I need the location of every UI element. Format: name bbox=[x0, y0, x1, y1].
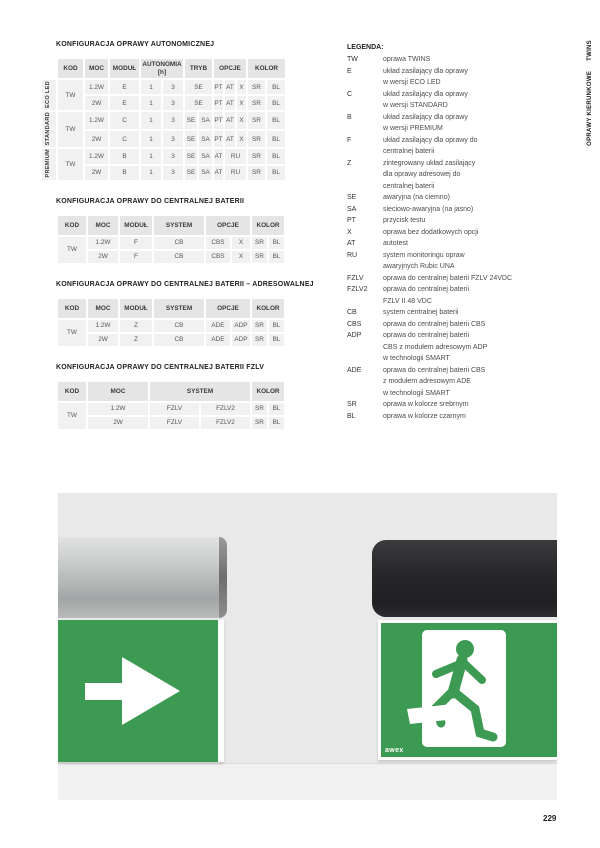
legend-entry bbox=[347, 273, 562, 285]
legend-description-line: w technologii SMART bbox=[383, 389, 450, 397]
table-cell: SR bbox=[248, 112, 265, 129]
table-row bbox=[42, 149, 285, 163]
column-header: KOLOR bbox=[248, 59, 285, 78]
legend-description bbox=[383, 273, 512, 285]
table-cell: AT bbox=[225, 80, 235, 94]
table-title: KONFIGURACJA OPRAWY DO CENTRALNEJ BATERII FZLV bbox=[56, 363, 265, 371]
table-cell: 1.2W bbox=[88, 237, 118, 249]
table-cell: PT bbox=[214, 131, 223, 148]
group-label bbox=[42, 80, 56, 110]
config-section bbox=[56, 364, 300, 431]
table-cell: SR bbox=[252, 251, 267, 263]
table-row bbox=[58, 251, 284, 263]
table-cell: 2W bbox=[85, 166, 108, 180]
table-cell: X bbox=[232, 251, 250, 263]
legend-description bbox=[383, 399, 469, 411]
legend-description bbox=[383, 192, 450, 204]
table-cell: BL bbox=[269, 334, 284, 346]
legend-description bbox=[383, 319, 485, 331]
legend-term: Z bbox=[347, 159, 352, 167]
legend-term: B bbox=[347, 113, 352, 121]
legend-description-line: autotest bbox=[383, 240, 408, 247]
group-label-text: ECO LED bbox=[45, 80, 52, 108]
legend-term: PT bbox=[347, 217, 356, 224]
column-header: KOLOR bbox=[252, 216, 284, 235]
table-cell: AT bbox=[214, 166, 223, 180]
legend-description-line: oprawa do centralnej baterii bbox=[383, 332, 469, 339]
column-header: KOLOR bbox=[252, 382, 284, 401]
table-cell: SR bbox=[252, 403, 267, 415]
exit-sign-runningman-panel bbox=[378, 620, 557, 760]
table-cell: SR bbox=[252, 320, 267, 332]
table-cell: BL bbox=[267, 112, 285, 129]
legend-entry bbox=[347, 66, 562, 89]
legend-description bbox=[383, 307, 458, 319]
table-cell: BL bbox=[269, 237, 284, 249]
table-cell: ADE bbox=[206, 320, 230, 332]
table-title: KONFIGURACJA OPRAWY DO CENTRALNEJ BATERII bbox=[56, 197, 245, 205]
table-cell: BL bbox=[267, 96, 285, 110]
legend-description-line: w wersji PREMIUM bbox=[383, 125, 443, 132]
legend-description-line: układ zasilający dla oprawy bbox=[383, 90, 468, 98]
table-cell: SR bbox=[248, 166, 265, 180]
silver-fixture-endcap bbox=[219, 537, 227, 618]
product-photo bbox=[58, 493, 557, 800]
column-header: MOC bbox=[88, 216, 118, 235]
column-header: SYSTEM bbox=[150, 382, 250, 401]
table-row bbox=[58, 320, 284, 332]
legend-entry bbox=[347, 330, 562, 365]
legend-description-line: zintegrowany układ zasilający bbox=[383, 159, 476, 167]
legend-term: CBS bbox=[347, 320, 362, 328]
table-cell: SR bbox=[248, 96, 265, 110]
table-cell: BL bbox=[269, 417, 284, 429]
legend-description-line: system centralnej baterii bbox=[383, 309, 459, 316]
header-row bbox=[58, 299, 284, 318]
legend-term: BL bbox=[347, 412, 356, 420]
column-header: KOLOR bbox=[252, 299, 284, 318]
table-cell: AT bbox=[225, 112, 235, 129]
table-cell: ADP bbox=[232, 320, 250, 332]
table-cell: 2W bbox=[88, 251, 118, 263]
group-label-text: PREMIUM bbox=[45, 149, 52, 178]
legend-term: SA bbox=[347, 205, 357, 213]
kod-cell: TW bbox=[58, 80, 83, 110]
table-cell: 3 bbox=[163, 96, 183, 110]
table-cell: E bbox=[110, 96, 139, 110]
legend-description bbox=[383, 135, 478, 158]
table-cell: 1 bbox=[141, 112, 161, 129]
legend-description bbox=[383, 250, 465, 273]
legend-description bbox=[383, 365, 485, 400]
legend-entry bbox=[347, 365, 562, 400]
table-cell: B bbox=[110, 166, 139, 180]
legend-description-line: układ zasilający dla oprawy bbox=[383, 67, 468, 75]
legend-description-line: z modułem adresowym ADE bbox=[383, 378, 471, 385]
legend-description-line: oprawa w kolorze czarnym bbox=[383, 412, 466, 420]
legend-entry bbox=[347, 89, 562, 112]
table-title: KONFIGURACJA OPRAWY AUTONOMICZNEJ bbox=[56, 41, 215, 48]
legend-entry bbox=[347, 227, 562, 239]
table-cell: FZLV bbox=[150, 403, 199, 415]
legend-description-line: FZLV II 48 VDC bbox=[383, 297, 432, 305]
table-cell: BL bbox=[267, 131, 285, 148]
kod-cell: TW bbox=[58, 112, 83, 147]
table-cell: 1.2W bbox=[88, 320, 118, 332]
running-man-exit-icon bbox=[381, 623, 557, 757]
legend-entry bbox=[347, 307, 562, 319]
table-cell: CB bbox=[154, 334, 204, 346]
legend-term: AT bbox=[347, 240, 356, 247]
column-header: MOC bbox=[88, 382, 148, 401]
table-cell: C bbox=[110, 131, 139, 148]
config-section bbox=[40, 41, 300, 182]
header-row bbox=[58, 382, 284, 401]
table-cell: 3 bbox=[163, 80, 183, 94]
table-row bbox=[42, 112, 285, 129]
table-row bbox=[58, 417, 284, 429]
config-table bbox=[56, 297, 286, 348]
header-row bbox=[58, 216, 284, 235]
table-cell: 1 bbox=[141, 166, 161, 180]
table-cell: CBS bbox=[206, 237, 230, 249]
legend-description-line: oprawa bez dodatkowych opcji bbox=[383, 228, 479, 236]
table-cell: SA bbox=[199, 131, 212, 148]
table-cell: BL bbox=[269, 320, 284, 332]
legend-term: FZLV2 bbox=[347, 286, 368, 293]
legend-description-line: centralnej baterii bbox=[383, 148, 435, 155]
table-cell: SA bbox=[199, 112, 212, 129]
photo-floor bbox=[58, 763, 557, 800]
legend-description-line: awaryjnych Rubic UNA bbox=[383, 263, 455, 270]
column-header: OPCJE bbox=[214, 59, 246, 78]
legend-entry bbox=[347, 158, 562, 193]
awex-logo: awex bbox=[385, 747, 404, 754]
table-row bbox=[58, 334, 284, 346]
group-label bbox=[42, 112, 56, 147]
table-cell: BL bbox=[269, 403, 284, 415]
table-cell: SR bbox=[248, 149, 265, 163]
table-cell: 3 bbox=[163, 166, 183, 180]
legend-entry bbox=[347, 192, 562, 204]
legend-entry bbox=[347, 250, 562, 273]
column-header: KOD bbox=[58, 382, 86, 401]
legend-term: TW bbox=[347, 56, 358, 63]
table-cell: SR bbox=[252, 417, 267, 429]
table-cell: 1.2W bbox=[85, 112, 108, 129]
legend-description-line: awaryjna (na ciemno) bbox=[383, 194, 450, 201]
legend-description bbox=[383, 204, 473, 216]
legend-description-line: oprawa do centralnej baterii CBS bbox=[383, 366, 486, 374]
side-tab-category-label: OPRAWY KIERUNKOWE bbox=[587, 70, 593, 146]
legend-description bbox=[383, 89, 468, 112]
table-cell: X bbox=[237, 112, 246, 129]
table-cell: Z bbox=[120, 334, 152, 346]
legend-description bbox=[383, 54, 430, 66]
legend-description-line: CBS z modułem adresowym ADP bbox=[383, 343, 488, 351]
column-header: MOC bbox=[88, 299, 118, 318]
legend-entry bbox=[347, 284, 562, 307]
table-cell: SE bbox=[185, 96, 212, 110]
legend-term: X bbox=[347, 228, 352, 236]
column-header: MODUŁ bbox=[120, 216, 152, 235]
legend-description-line: oprawa do centralnej baterii FZLV 24VDC bbox=[383, 274, 513, 282]
table-row bbox=[42, 80, 285, 94]
legend-entry bbox=[347, 135, 562, 158]
table-row bbox=[58, 237, 284, 249]
legend-description-line: oprawa do centralnej baterii bbox=[383, 286, 469, 293]
table-cell: AT bbox=[225, 131, 235, 148]
kod-cell: TW bbox=[58, 403, 86, 429]
legend-description-line: centralnej baterii bbox=[383, 182, 435, 190]
column-header: MOC bbox=[85, 59, 108, 78]
legend-term: C bbox=[347, 90, 353, 98]
legend bbox=[347, 44, 562, 422]
config-table bbox=[40, 57, 287, 182]
legend-description bbox=[383, 215, 425, 227]
legend-description-line: oprawa do centralnej baterii CBS bbox=[383, 320, 486, 328]
table-cell: SA bbox=[199, 149, 212, 163]
silver-fixture-body bbox=[58, 537, 227, 618]
table-cell: FZLV2 bbox=[201, 403, 250, 415]
legend-term: FZLV bbox=[347, 274, 364, 282]
table-cell: X bbox=[237, 96, 246, 110]
column-header: MODUŁ bbox=[110, 59, 139, 78]
table-row bbox=[58, 403, 284, 415]
legend-entry bbox=[347, 319, 562, 331]
legend-description bbox=[383, 227, 478, 239]
table-cell: SR bbox=[252, 334, 267, 346]
black-fixture-body bbox=[372, 540, 557, 617]
table-cell: B bbox=[110, 149, 139, 163]
table-cell: E bbox=[110, 80, 139, 94]
arrow-right-icon bbox=[58, 620, 218, 762]
legend-title: LEGENDA: bbox=[347, 44, 384, 51]
table-cell: CBS bbox=[206, 251, 230, 263]
kod-cell: TW bbox=[58, 237, 86, 263]
table-cell: AT bbox=[225, 96, 235, 110]
table-cell: SR bbox=[248, 131, 265, 148]
legend-term: F bbox=[347, 136, 352, 144]
side-tab-product-label: TWINS bbox=[587, 40, 593, 61]
table-cell: SE bbox=[185, 166, 197, 180]
table-cell: ADE bbox=[206, 334, 230, 346]
legend-entry bbox=[347, 54, 562, 66]
table-cell: F bbox=[120, 251, 152, 263]
table-cell: RU bbox=[225, 149, 246, 163]
table-cell: 1 bbox=[141, 80, 161, 94]
legend-term: SR bbox=[347, 401, 357, 408]
legend-entries bbox=[347, 54, 562, 422]
config-table bbox=[56, 380, 286, 431]
legend-term: SE bbox=[347, 194, 357, 201]
table-cell: X bbox=[237, 131, 246, 148]
table-cell: 3 bbox=[163, 112, 183, 129]
table-cell: SE bbox=[185, 149, 197, 163]
legend-description-line: w technologii SMART bbox=[383, 355, 450, 362]
table-cell: SE bbox=[185, 80, 212, 94]
column-header: KOD bbox=[58, 216, 86, 235]
legend-description bbox=[383, 66, 468, 89]
table-cell: 2W bbox=[85, 96, 108, 110]
kod-cell: TW bbox=[58, 320, 86, 346]
legend-description-line: przycisk testu bbox=[383, 217, 426, 224]
legend-description bbox=[383, 238, 408, 250]
table-cell: RU bbox=[225, 166, 246, 180]
legend-term: E bbox=[347, 67, 352, 75]
column-header: SYSTEM bbox=[154, 299, 204, 318]
legend-description bbox=[383, 112, 468, 135]
legend-description bbox=[383, 411, 466, 423]
table-cell: 1 bbox=[141, 131, 161, 148]
table-cell: Z bbox=[120, 320, 152, 332]
legend-term: ADE bbox=[347, 366, 362, 374]
legend-term: CB bbox=[347, 309, 357, 316]
column-header: OPCJE bbox=[206, 299, 250, 318]
column-header: MODUŁ bbox=[120, 299, 152, 318]
legend-description-line: system monitoringu opraw bbox=[383, 251, 465, 259]
table-cell: 1.2W bbox=[85, 80, 108, 94]
legend-description-line: dla oprawy adresowej do bbox=[383, 171, 461, 178]
table-cell: BL bbox=[267, 80, 285, 94]
legend-entry bbox=[347, 411, 562, 423]
column-header: KOD bbox=[58, 59, 83, 78]
legend-description bbox=[383, 158, 475, 193]
table-cell: FZLV bbox=[150, 417, 199, 429]
legend-description-line: oprawa TWINS bbox=[383, 56, 431, 63]
exit-sign-green-face bbox=[381, 623, 557, 757]
table-cell: BL bbox=[267, 149, 285, 163]
table-cell: 2W bbox=[88, 417, 148, 429]
table-cell: ADP bbox=[232, 334, 250, 346]
header-row bbox=[42, 59, 285, 78]
legend-entry bbox=[347, 238, 562, 250]
group-label-text: STANDARD bbox=[45, 112, 52, 146]
table-cell: X bbox=[232, 237, 250, 249]
group-label bbox=[42, 149, 56, 180]
config-section bbox=[56, 280, 314, 348]
table-cell: C bbox=[110, 112, 139, 129]
table-cell: 1.2W bbox=[88, 403, 148, 415]
table-cell: 3 bbox=[163, 149, 183, 163]
table-cell: 3 bbox=[163, 131, 183, 148]
table-cell: F bbox=[120, 237, 152, 249]
table-cell: SE bbox=[185, 112, 197, 129]
exit-sign-arrow-panel bbox=[58, 620, 224, 762]
table-cell: PT bbox=[214, 80, 223, 94]
config-tables bbox=[40, 41, 314, 447]
table-cell: CB bbox=[154, 251, 204, 263]
table-cell: CB bbox=[154, 237, 204, 249]
table-cell: 1.2W bbox=[85, 149, 108, 163]
legend-entry bbox=[347, 399, 562, 411]
table-cell: 1 bbox=[141, 149, 161, 163]
table-cell: AT bbox=[214, 149, 223, 163]
side-tab bbox=[587, 40, 593, 146]
group-column-spacer bbox=[42, 59, 56, 78]
table-title: KONFIGURACJA OPRAWY DO CENTRALNEJ BATERII – ADRESOWALNEJ bbox=[56, 280, 314, 288]
table-cell: SR bbox=[248, 80, 265, 94]
column-header: TRYB bbox=[185, 59, 212, 78]
column-header: AUTONOMIA [h] bbox=[141, 59, 183, 78]
table-cell: SR bbox=[252, 237, 267, 249]
legend-description-line: oprawa w kolorze srebrnym bbox=[383, 401, 469, 408]
legend-description bbox=[383, 284, 469, 307]
table-cell: BL bbox=[269, 251, 284, 263]
column-header: KOD bbox=[58, 299, 86, 318]
legend-entry bbox=[347, 112, 562, 135]
legend-description-line: sieciowo-awaryjna (na jasno) bbox=[383, 205, 474, 213]
column-header: SYSTEM bbox=[154, 216, 204, 235]
legend-term: RU bbox=[347, 251, 358, 259]
table-cell: X bbox=[237, 80, 246, 94]
legend-description bbox=[383, 330, 487, 365]
column-header: OPCJE bbox=[206, 216, 250, 235]
table-cell: CB bbox=[154, 320, 204, 332]
table-cell: PT bbox=[214, 112, 223, 129]
table-cell: 2W bbox=[85, 131, 108, 148]
table-cell: SE bbox=[185, 131, 197, 148]
legend-description-line: w wersji ECO LED bbox=[383, 79, 441, 86]
legend-description-line: układ zasilający dla oprawy bbox=[383, 113, 468, 121]
table-cell: FZLV2 bbox=[201, 417, 250, 429]
page-number: 229 bbox=[543, 814, 557, 823]
table-cell: SA bbox=[199, 166, 212, 180]
config-section bbox=[56, 198, 300, 265]
legend-description-line: układ zasilający dla oprawy do bbox=[383, 136, 478, 144]
legend-entry bbox=[347, 204, 562, 216]
table-cell: 2W bbox=[88, 334, 118, 346]
table-cell: 1 bbox=[141, 96, 161, 110]
config-table bbox=[56, 214, 286, 265]
legend-entry bbox=[347, 215, 562, 227]
legend-description-line: w wersji STANDARD bbox=[383, 102, 448, 109]
table-cell: BL bbox=[267, 166, 285, 180]
legend-term: ADP bbox=[347, 332, 362, 339]
kod-cell: TW bbox=[58, 149, 83, 180]
table-cell: PT bbox=[214, 96, 223, 110]
